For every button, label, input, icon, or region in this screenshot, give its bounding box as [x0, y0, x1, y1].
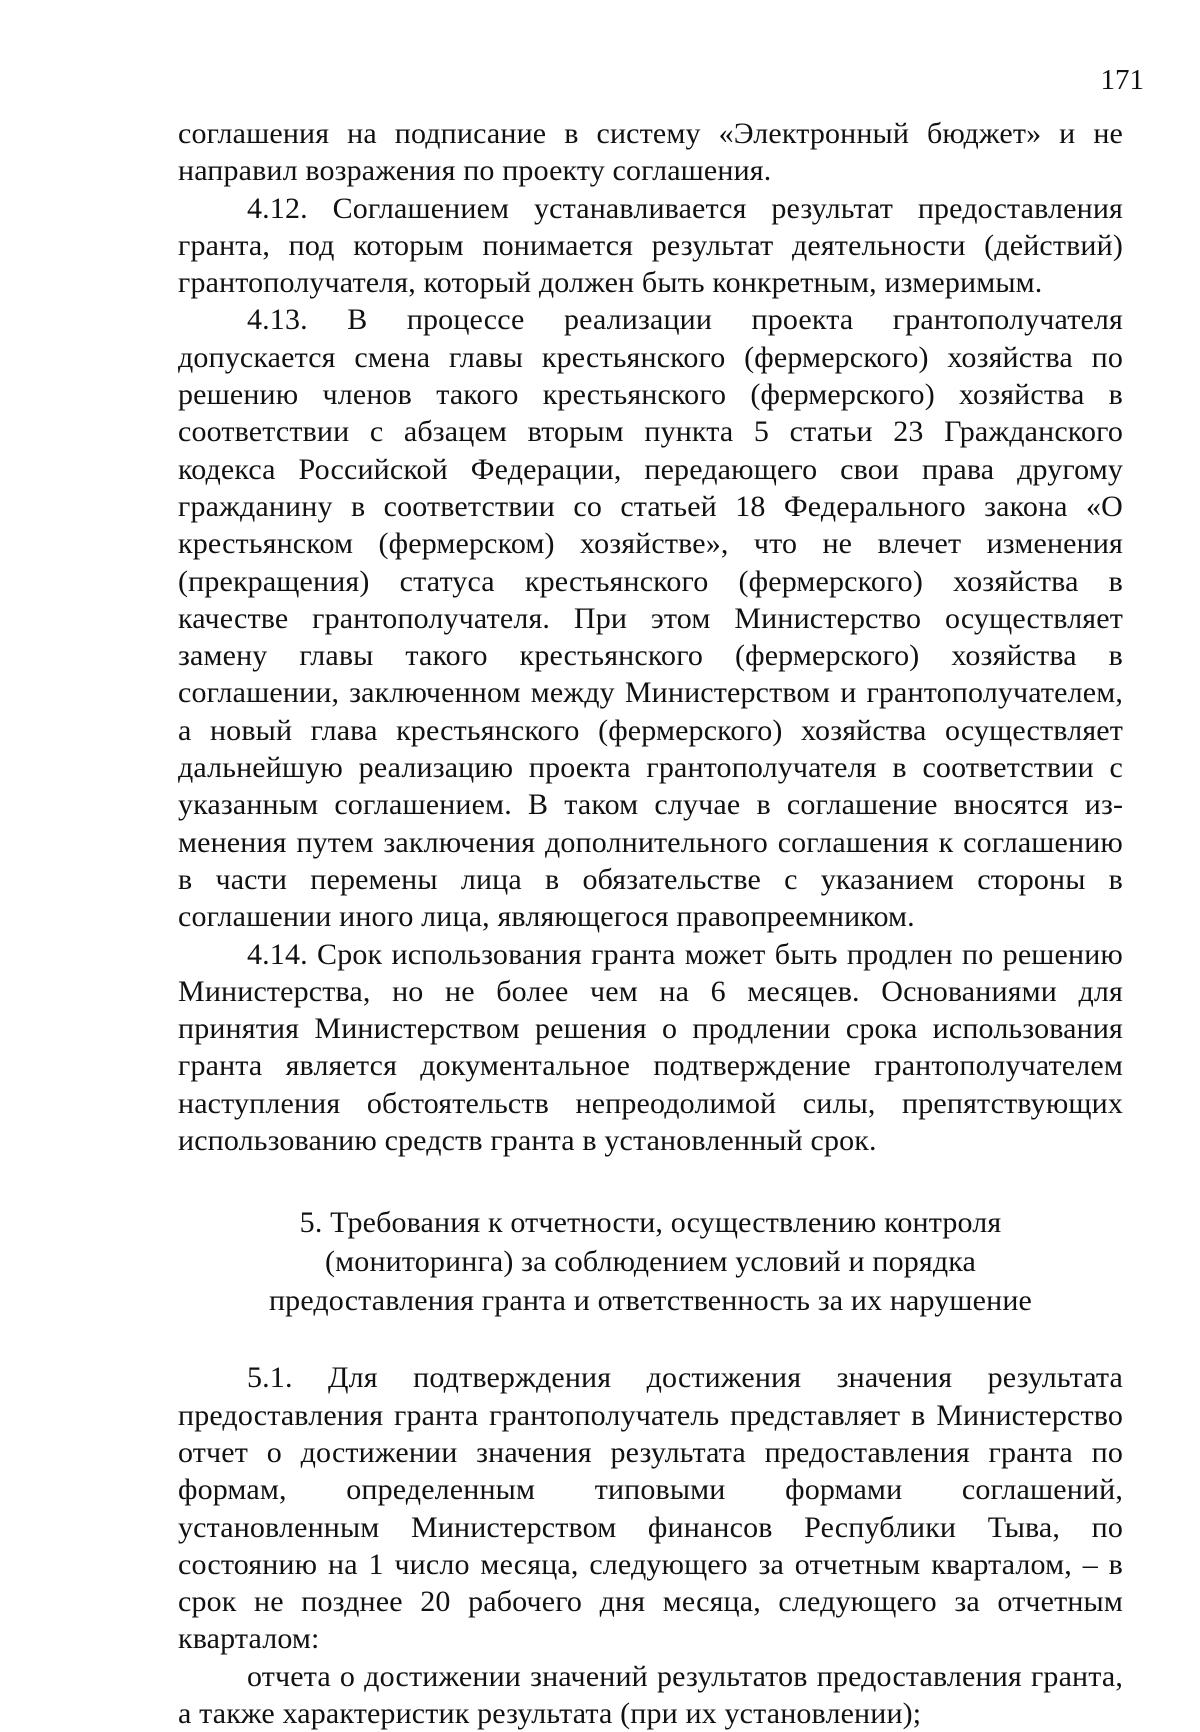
page-number: 171 [1100, 64, 1144, 96]
section-heading-5 [178, 1203, 1123, 1320]
paragraph-5-1: 5.1. Для подтверждения достижения значения результата предоставления гранта грантополучатель представляет в Министерство отчет о достижении значения результата предоставления гранта по формам, определенным типовыми формами соглашений, установленным Министерством финансов Республики Тыва, по состоянию на 1 число месяца, следующего за отчетным кварталом, – в срок не позднее 20 рабочего дня месяца, следующего за отчетным кварталом: [178, 1361, 1123, 1656]
section-heading-line-1: 5. Требования к отчетности, осуществлению контроля [299, 1206, 1002, 1240]
document-body [178, 115, 1123, 1732]
section-heading-line-3: предоставления гранта и ответственность за их нарушение [268, 1284, 1033, 1318]
paragraph-4-12: 4.12. Соглашением устанавливается результат предоставления гранта, под которым понимается результат деятельности (действий) грантополучателя, который должен быть конкретным, измеримым. [178, 191, 1123, 300]
paragraph-continuation: соглашения на подписание в систему «Электронный бюджет» и не направил возражения по проекту соглашения. [178, 117, 1123, 188]
section-heading-line-2: (мониторинга) за соблюдением условий и порядка [325, 1245, 976, 1279]
paragraph-report-item: отчета о достижении значений результатов предоставления гранта, а также характеристик результата (при их установлении); [178, 1659, 1123, 1730]
paragraph-4-14: 4.14. Срок использования гранта может быть продлен по решению Министерства, но не более чем на 6 месяцев. Основаниями для принятия Министерством решения о продлении срока использования гранта является документальное подтверждение грантополучателем наступления обстоятельств непреодолимой силы, препятствующих использованию средств гранта в установленный срок. [178, 937, 1123, 1158]
paragraph-4-13: 4.13. В процессе реализации проекта грантополучателя допускается смена главы крестьянского (фермерского) хозяйства по решению членов такого крестьянского (фермерского) хозяйства в соответствии с абзацем вторым пункта 5 статьи 23 Гражданского кодекса Российской Федерации, передающего свои права другому гражданину в соответствии со статьей 18 Федерального закона «О крестьянском (фермерском) хозяйстве», что не влечет изменения (прекращения) статуса крестьянского (фермерского) хозяйства в качестве грантополучателя. При этом Министерство осуществляет замену главы такого крестьянского (фермерского) хозяйства в соглашении, заключенном между Министерством и грантополучателем, а новый глава крестьянского (фермерского) хозяйства осуществляет дальнейшую реализацию проекта грантополучателя в соответствии с указанным соглашением. В таком случае в соглашение вносятся изменения путем заключения дополнительного соглашения к соглашению в части перемены лица в обязательстве с указанием стороны в соглашении иного лица, являющегося правопреемником. [178, 303, 1123, 934]
